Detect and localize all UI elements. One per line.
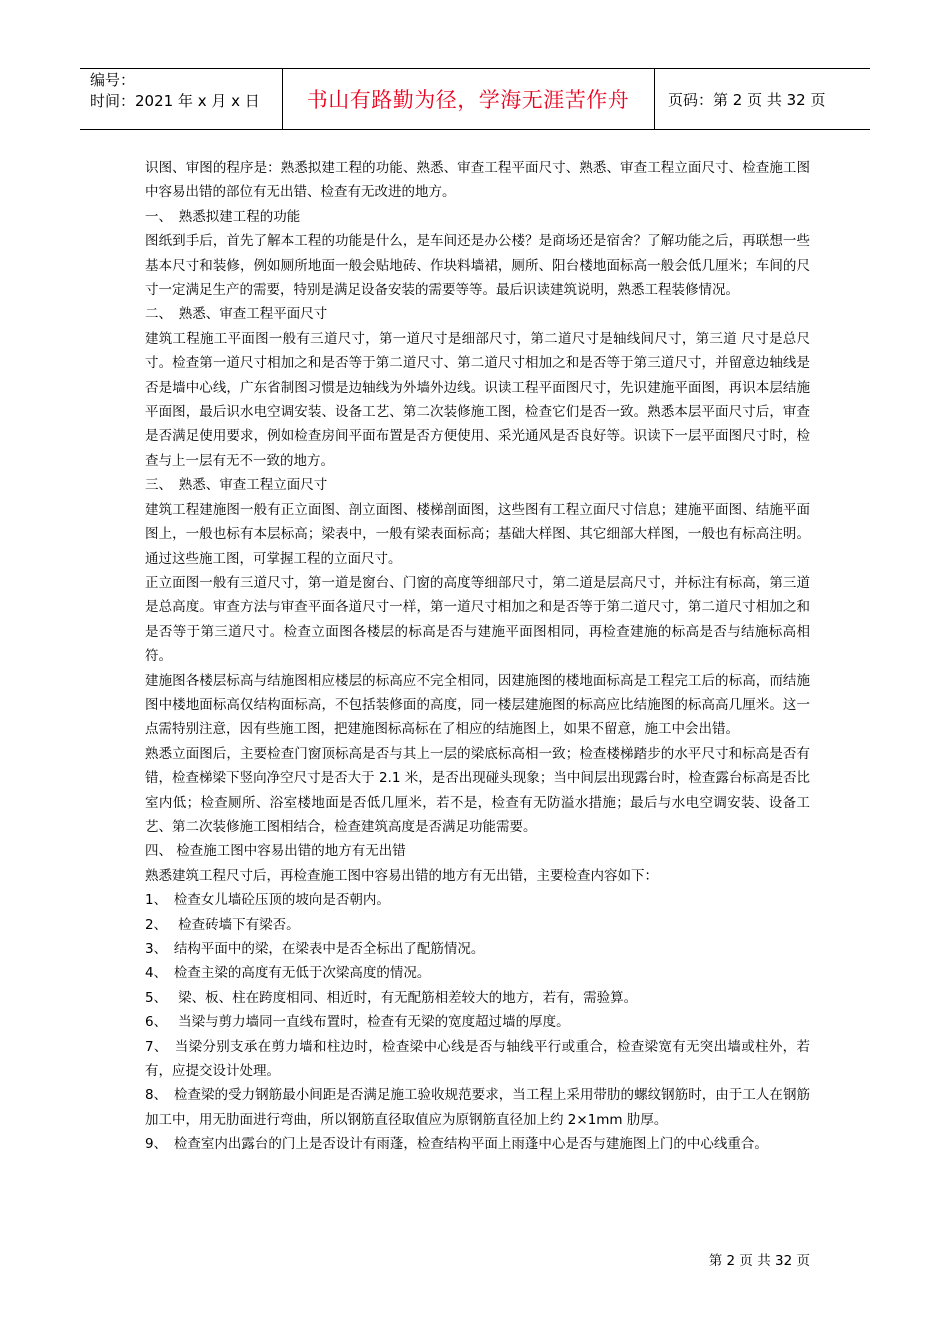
paragraph: 熟悉建筑工程尺寸后，再检查施工图中容易出错的地方有无出错，主要检查内容如下： bbox=[145, 867, 658, 884]
list-item: 3、 结构平面中的梁，在梁表中是否全标出了配筋情况。 bbox=[145, 941, 485, 957]
paragraph: 建筑工程施工平面图一般有三道尺寸，第一道尺寸是细部尺寸，第二道尺寸是轴线间尺寸，第三道 尺寸是总尺寸。检查第一道尺寸相加之和是否等于第二道尺寸、第二道尺寸相加之和是否等于第三道尺寸，并留意边轴线是否是墙中心线，广东省制图习惯是边轴线为外墙外边线。识读工程平面图尺寸，先识建施平面图，再识本层结施平面图，最后识水电空调安装、设备工艺、第二次装修施工图，检查它们是否一致。熟悉本层平面尺寸后，审查是否满足使用要求，例如检查房间平面布置是否方便使用、采光通风是否良好等。识读下一层平面图尺寸时，检查与上一层有无不一致的地方。 bbox=[145, 330, 810, 469]
header-meta bbox=[90, 70, 260, 112]
paragraph: 熟悉立面图后，主要检查门窗顶标高是否与其上一层的梁底标高相一致；检查楼梯踏步的水平尺寸和标高是否有错，检查梯梁下竖向净空尺寸是否大于 2.1 米，是否出现碰头现象；当中间层出现露台时，检查露台标高是否比室内低；检查厕所、浴室楼地面是否低几厘米，若不是，检查有无防溢水措施；最后与水电空调安装、设备工艺、第二次装修施工图相结合，检查建筑高度是否满足功能需要。 bbox=[145, 745, 810, 835]
motto: 书山有路勤为径，学海无涯苦作舟 bbox=[306, 88, 630, 112]
section-heading: 三、 熟悉、审查工程立面尺寸 bbox=[145, 477, 328, 494]
page-footer: 第 2 页 共 32 页 bbox=[708, 1253, 810, 1269]
list-item: 1、 检查女儿墙砼压顶的坡向是否朝内。 bbox=[145, 892, 390, 909]
list-item: 4、 检查主梁的高度有无低于次梁高度的情况。 bbox=[145, 965, 431, 982]
list-item: 9、 检查室内出露台的门上是否设计有雨蓬，检查结构平面上雨蓬中心是否与建施图上门的中心线重合。 bbox=[145, 1136, 768, 1153]
header-divider-right bbox=[654, 68, 655, 130]
list-item: 6、 当梁与剪力墙同一直线布置时，检查有无梁的宽度超过墙的厚度。 bbox=[145, 1014, 570, 1031]
paragraph: 图纸到手后，首先了解本工程的功能是什么，是车间还是办公楼？是商场还是宿舍？了解功能之后，再联想一些基本尺寸和装修，例如厕所地面一般会贴地砖、作块料墙裙，厕所、阳台楼地面标高一般会低几厘米；车间的尺寸一定满足生产的需要，特别是满足设备安装的需要等等。最后识读建筑说明，熟悉工程装修情况。 bbox=[145, 233, 810, 299]
paragraph: 建筑工程建施图一般有正立面图、剖立面图、楼梯剖面图，这些图有工程立面尺寸信息；建施平面图、结施平面图上，一般也标有本层标高；梁表中，一般有梁表面标高；基础大样图、其它细部大样图，一般也有标高注明。通过这些施工图，可掌握工程的立面尺寸。 bbox=[145, 501, 810, 567]
page-label: 页码：第 2 页 共 32 页 bbox=[668, 90, 826, 109]
number-label: 编号： bbox=[90, 71, 136, 89]
paragraph: 建施图各楼层标高与结施图相应楼层的标高应不完全相同，因建施图的楼地面标高是工程完工后的标高，而结施图中楼地面标高仅结构面标高，不包括装修面的高度，同一楼层建施图的标高应比结施图的标高高几厘米。这一点需特别注意，因有些施工图，把建施图标高标在了相应的结施图上，如果不留意，施工中会出错。 bbox=[145, 672, 810, 738]
document-body bbox=[145, 156, 810, 1157]
paragraph: 识图、审图的程序是：熟悉拟建工程的功能、熟悉、审查工程平面尺寸、熟悉、审查工程立面尺寸、检查施工图中容易出错的部位有无出错、检查有无改进的地方。 bbox=[145, 160, 810, 201]
list-item: 8、 检查梁的受力钢筋最小间距是否满足施工验收规范要求，当工程上采用带肋的螺纹钢筋时，由于工人在钢筋加工中，用无肋面进行弯曲，所以钢筋直径取值应为原钢筋直径加上约 2×1mm 肋厚。 bbox=[145, 1087, 810, 1128]
time-label: 时间：2021 年 x 月 x 日 bbox=[90, 92, 260, 110]
paragraph: 正立面图一般有三道尺寸，第一道是窗台、门窗的高度等细部尺寸，第二道是层高尺寸，并标注有标高，第三道是总高度。审查方法与审查平面各道尺寸一样，第一道尺寸相加之和是否等于第二道尺寸，第二道尺寸相加之和是否等于第三道尺寸。检查立面图各楼层的标高是否与建施平面图相同，再检查建施的标高是否与结施标高相符。 bbox=[145, 574, 810, 665]
list-item: 5、 梁、板、柱在跨度相同、相近时，有无配筋相差较大的地方，若有，需验算。 bbox=[145, 989, 638, 1006]
list-item: 7、 当梁分别支承在剪力墙和柱边时，检查梁中心线是否与轴线平行或重合，检查梁宽有无突出墙或柱外，若有，应提交设计处理。 bbox=[145, 1038, 810, 1080]
page-header bbox=[80, 68, 870, 130]
section-heading: 四、 检查施工图中容易出错的地方有无出错 bbox=[145, 843, 406, 860]
list-item: 2、 检查砖墙下有梁否。 bbox=[145, 916, 300, 933]
section-heading: 二、 熟悉、审查工程平面尺寸 bbox=[145, 306, 328, 323]
section-heading: 一、 熟悉拟建工程的功能 bbox=[145, 208, 301, 225]
